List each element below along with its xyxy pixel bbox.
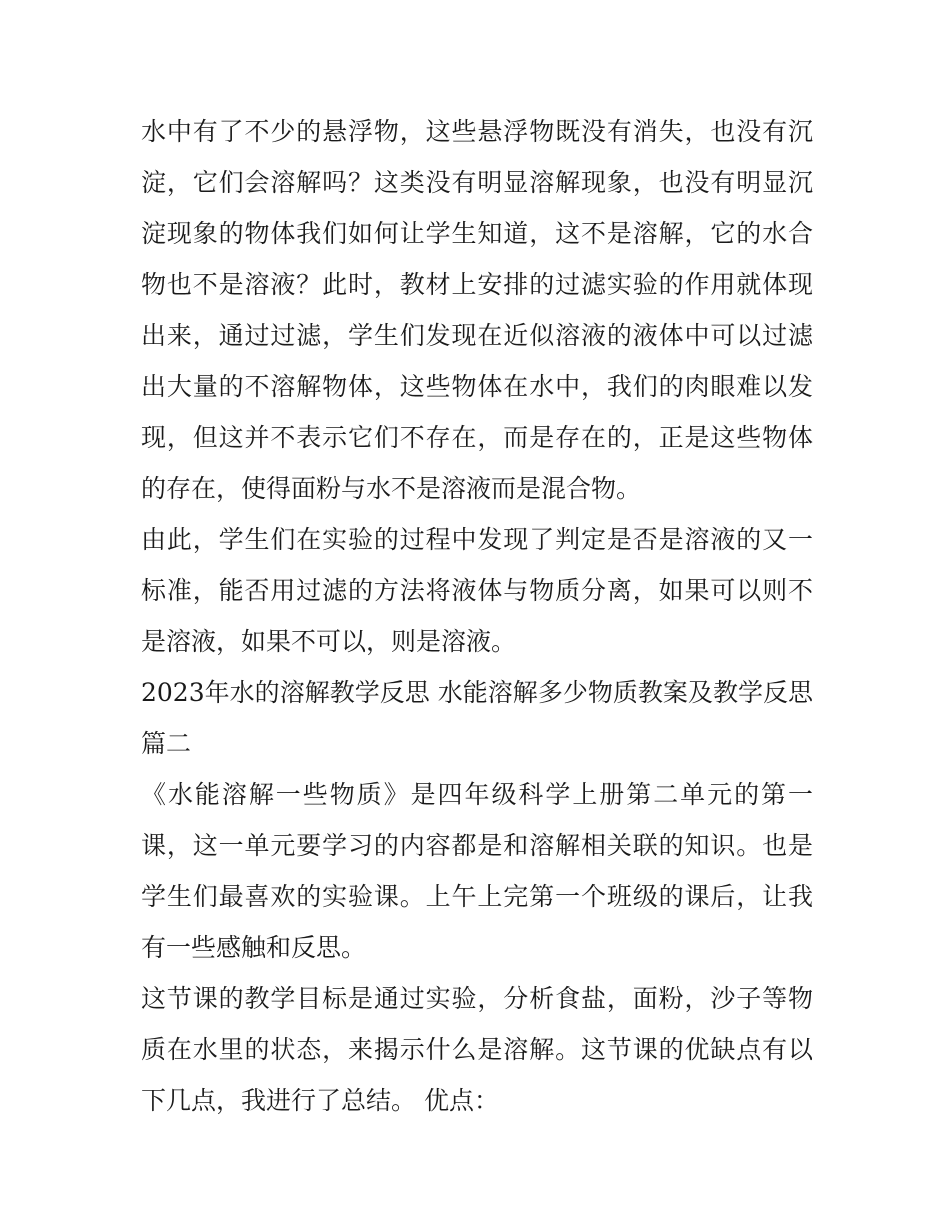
paragraph-suspended-matter: 水中有了不少的悬浮物，这些悬浮物既没有消失，也没有沉淀，它们会溶解吗？这类没有明显溶解现象，也没有明显沉淀现象的物体我们如何让学生知道，这不是溶解，它的水合物也不是溶液？此时，教材上安排的过滤实验的作用就体现出来，通过过滤，学生们发现在近似溶液的液体中可以过滤出大量的不溶解物体，这些物体在水中，我们的肉眼难以发现，但这并不表示它们不存在，而是存在的，正是这些物体的存在，使得面粉与水不是溶液而是混合物。	[141, 117, 813, 503]
document-body	[141, 106, 813, 1126]
paragraph-filtration-standard: 由此，学生们在实验的过程中发现了判定是否是溶液的又一标准，能否用过滤的方法将液体与物质分离，如果可以则不是溶液，如果不可以，则是溶液。	[141, 525, 813, 656]
paragraph-lesson-intro: 《水能溶解一些物质》是四年级科学上册第二单元的第一课，这一单元要学习的内容都是和溶解相关联的知识。也是学生们最喜欢的实验课。上午上完第一个班级的课后，让我有一些感触和反思。	[141, 780, 813, 962]
paragraph-teaching-goal: 这节课的教学目标是通过实验，分析食盐，面粉，沙子等物质在水里的状态，来揭示什么是溶解。这节课的优缺点有以下几点，我进行了总结。 优点：	[141, 984, 813, 1115]
section-heading: 2023年水的溶解教学反思 水能溶解多少物质教案及教学反思篇二	[141, 678, 813, 758]
